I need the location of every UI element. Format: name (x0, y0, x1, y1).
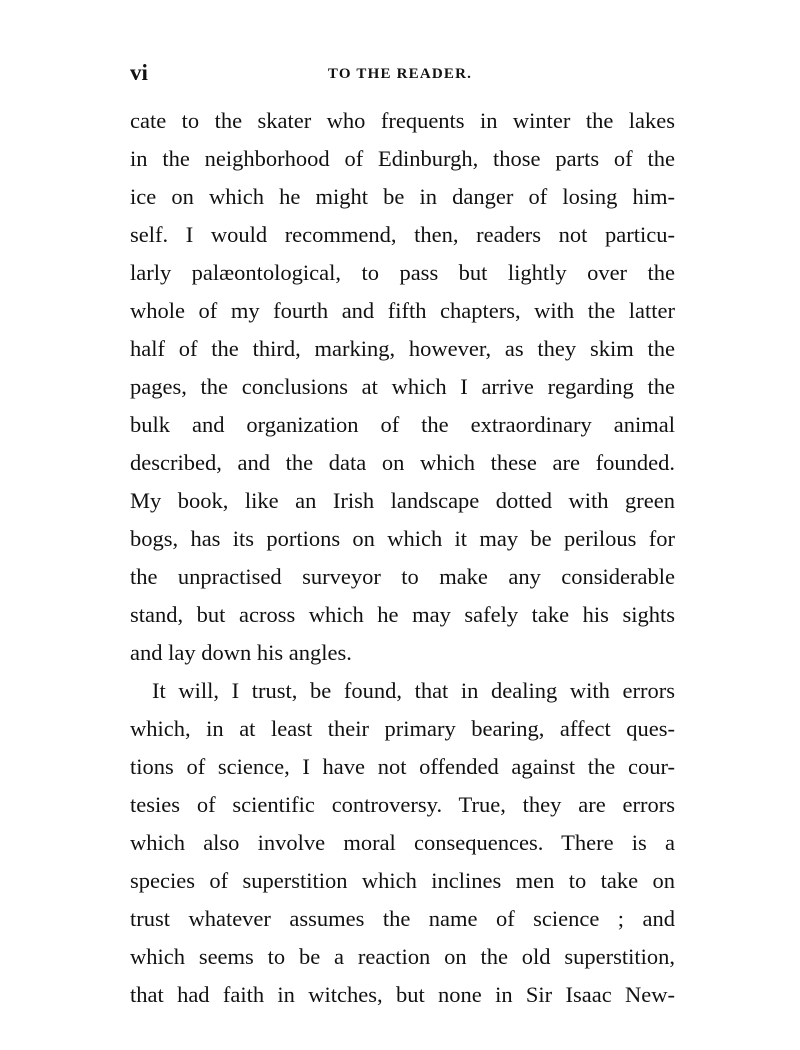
text-line: stand, but across which he may safely take his sights (130, 602, 675, 627)
text-line: ice on which he might be in danger of losing him- (130, 184, 675, 209)
text-line: bogs, has its portions on which it may be perilous for (130, 526, 675, 551)
text-line: species of superstition which inclines men to take on (130, 868, 675, 893)
text-line: in the neighborhood of Edinburgh, those parts of the (130, 146, 675, 171)
text-line: half of the third, marking, however, as they skim the (130, 336, 675, 361)
page-number: vi (130, 60, 148, 85)
text-line: tesies of scientific controversy. True, they are errors (130, 792, 675, 817)
text-line: bulk and organization of the extraordinary animal (130, 412, 675, 437)
running-head: TO THE READER. (327, 66, 473, 82)
text-line: trust whatever assumes the name of science ; and (130, 906, 675, 931)
text-line: self. I would recommend, then, readers not particu- (130, 222, 675, 247)
text-line: which, in at least their primary bearing, affect ques- (130, 716, 675, 741)
paragraph-start-line: It will, I trust, be found, that in dealing with errors (152, 678, 675, 703)
text-line: cate to the skater who frequents in winter the lakes (130, 108, 675, 133)
text-line: pages, the conclusions at which I arrive regarding the (130, 374, 675, 399)
text-line: and lay down his angles. (130, 640, 352, 665)
body-text (130, 102, 675, 1014)
page-header (130, 58, 670, 88)
text-line: that had faith in witches, but none in Sir Isaac New- (130, 982, 675, 1007)
text-line: whole of my fourth and fifth chapters, with the latter (130, 298, 675, 323)
text-line: My book, like an Irish landscape dotted with green (130, 488, 675, 513)
text-line: larly palæontological, to pass but lightly over the (130, 260, 675, 285)
text-line: which also involve moral consequences. There is a (130, 830, 675, 855)
text-line: described, and the data on which these are founded. (130, 450, 675, 475)
text-line: the unpractised surveyor to make any considerable (130, 564, 675, 589)
text-line: tions of science, I have not offended against the cour- (130, 754, 675, 779)
text-line: which seems to be a reaction on the old superstition, (130, 944, 675, 969)
